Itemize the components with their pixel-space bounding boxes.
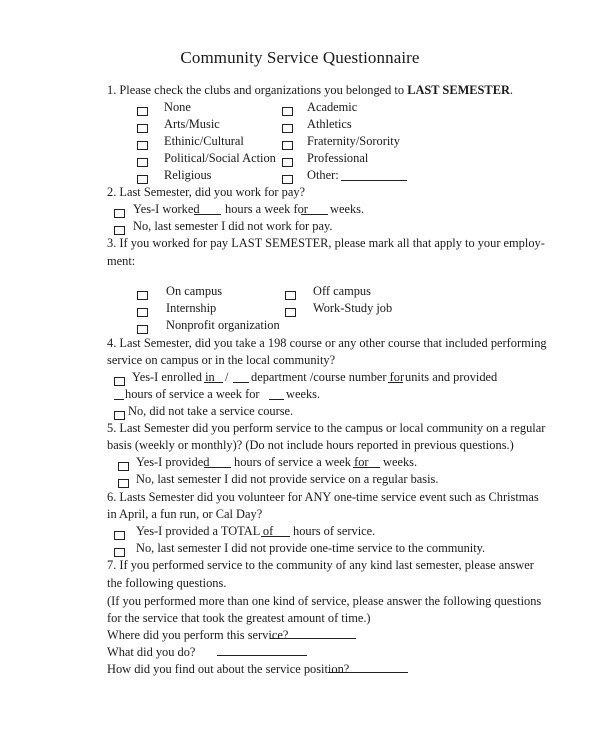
option-label: Off campus xyxy=(313,284,371,298)
option-label: units and provided xyxy=(405,370,498,384)
question-7: 7. If you performed service to the community of any kind last semester, please answer xyxy=(107,558,534,572)
checkbox-none[interactable] xyxy=(137,107,148,116)
option-label: None xyxy=(164,100,191,114)
checkbox-q6-no[interactable] xyxy=(114,548,125,557)
option-label: Yes-I enrolled in xyxy=(132,370,215,384)
weeks-blank[interactable] xyxy=(269,399,284,400)
department-blank[interactable] xyxy=(233,382,249,383)
checkbox-professional[interactable] xyxy=(282,158,293,167)
question-4: 4. Last Semester, did you take a 198 course or any other course that included performing xyxy=(107,336,547,350)
question-6-cont: in April, a fun run, or Cal Day? xyxy=(107,507,263,521)
option-label: hours a week for xyxy=(225,202,308,216)
units-blank[interactable] xyxy=(388,382,403,383)
weeks-blank[interactable] xyxy=(353,467,380,468)
checkbox-q2-no[interactable] xyxy=(114,226,125,235)
question-4-cont: service on campus or in the local community? xyxy=(107,353,336,367)
option-label: Internship xyxy=(166,301,217,315)
checkbox-arts-music[interactable] xyxy=(137,124,148,133)
option-label: Yes-I worked xyxy=(133,202,200,216)
checkbox-nonprofit[interactable] xyxy=(137,325,148,334)
checkbox-internship[interactable] xyxy=(137,308,148,317)
question-7-note: (If you performed more than one kind of service, please answer the following questions xyxy=(107,594,542,608)
checkbox-other[interactable] xyxy=(282,175,293,184)
question-5-cont: basis (weekly or monthly)? (Do not include hours reported in previous questions.) xyxy=(107,438,514,452)
checkbox-athletics[interactable] xyxy=(282,124,293,133)
hours-blank[interactable] xyxy=(261,536,290,537)
hours-blank[interactable] xyxy=(204,467,231,468)
question-6: 6. Lasts Semester did you volunteer for ANY one-time service event such as Christmas xyxy=(107,490,539,504)
option-label: Ethinic/Cultural xyxy=(164,134,244,148)
checkbox-q4-yes[interactable] xyxy=(114,377,125,386)
option-label: hours of service a week for xyxy=(125,387,260,401)
checkbox-q4-no[interactable] xyxy=(114,411,125,420)
checkbox-q2-yes[interactable] xyxy=(114,209,125,218)
question-5: 5. Last Semester did you perform service to the campus or local community on a regular xyxy=(107,421,546,435)
option-label: weeks. xyxy=(383,455,418,469)
checkbox-q5-yes[interactable] xyxy=(118,462,129,471)
question-3-cont: ment: xyxy=(107,254,136,268)
checkbox-work-study[interactable] xyxy=(285,308,296,317)
option-label: No, last semester I did not work for pay. xyxy=(133,219,333,233)
question-1: 1. Please check the clubs and organizations you belonged to LAST SEMESTER. xyxy=(107,83,514,97)
checkbox-on-campus[interactable] xyxy=(137,291,148,300)
what-blank[interactable] xyxy=(217,655,307,656)
option-label: Academic xyxy=(307,100,358,114)
option-label: Work-Study job xyxy=(313,301,393,315)
option-label: hours of service. xyxy=(293,524,376,538)
option-label: Political/Social Action xyxy=(164,151,276,165)
option-label: Other: xyxy=(307,168,339,182)
option-label: weeks. xyxy=(286,387,321,401)
option-label: Fraternity/Sorority xyxy=(307,134,400,148)
hours-blank[interactable] xyxy=(194,214,221,215)
checkbox-political-social[interactable] xyxy=(137,158,148,167)
what-label: What did you do? xyxy=(107,645,196,659)
option-label: Yes-I provided a TOTAL of xyxy=(136,524,274,538)
where-label: Where did you perform this service? xyxy=(107,628,289,642)
checkbox-religious[interactable] xyxy=(137,175,148,184)
weeks-blank[interactable] xyxy=(301,214,328,215)
option-label: weeks. xyxy=(330,202,365,216)
how-label: How did you find out about the service position? xyxy=(107,662,350,676)
enrolled-blank[interactable] xyxy=(204,382,223,383)
option-label: Yes-I provided xyxy=(136,455,210,469)
checkbox-off-campus[interactable] xyxy=(285,291,296,300)
slash: / xyxy=(225,370,229,384)
option-label: Professional xyxy=(307,151,369,165)
where-blank[interactable] xyxy=(270,638,356,639)
question-3: 3. If you worked for pay LAST SEMESTER, please mark all that apply to your employ- xyxy=(107,236,545,250)
question-2: 2. Last Semester, did you work for pay? xyxy=(107,185,306,199)
option-label: On campus xyxy=(166,284,223,298)
checkbox-academic[interactable] xyxy=(282,107,293,116)
option-label: hours of service a week for xyxy=(234,455,369,469)
option-label: No, last semester I did not provide service on a regular basis. xyxy=(136,472,439,486)
other-blank[interactable] xyxy=(341,180,407,181)
option-label: No, did not take a service course. xyxy=(128,404,294,418)
checkbox-ethnic-cultural[interactable] xyxy=(137,141,148,150)
hours-blank[interactable] xyxy=(114,399,124,400)
question-7-note-cont: for the service that took the greatest amount of time.) xyxy=(107,611,371,625)
question-7-cont: the following questions. xyxy=(107,576,227,590)
checkbox-q5-no[interactable] xyxy=(118,479,129,488)
option-label: Nonprofit organization xyxy=(166,318,280,332)
page-title: Community Service Questionnaire xyxy=(180,48,420,67)
option-label: Arts/Music xyxy=(164,117,220,131)
option-label: Athletics xyxy=(307,117,352,131)
option-label: Religious xyxy=(164,168,212,182)
how-blank[interactable] xyxy=(328,672,408,673)
checkbox-q6-yes[interactable] xyxy=(114,531,125,540)
option-label: department /course number for xyxy=(251,370,405,384)
checkbox-fraternity-sorority[interactable] xyxy=(282,141,293,150)
option-label: No, last semester I did not provide one-time service to the community. xyxy=(136,541,486,555)
